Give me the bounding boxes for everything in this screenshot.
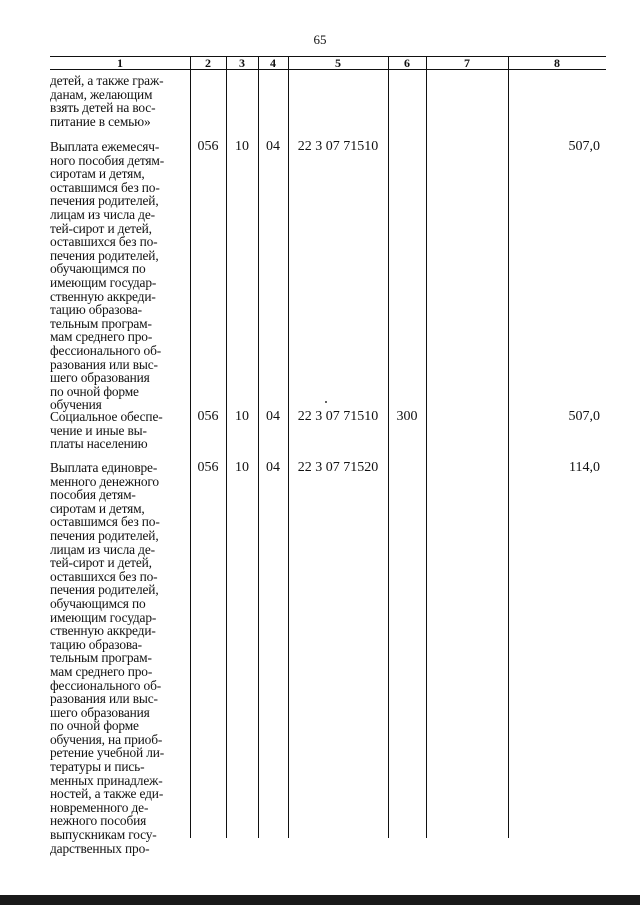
scan-speck xyxy=(325,401,327,403)
column-rule-1 xyxy=(190,56,191,838)
row-2-article: 22 3 07 71510 xyxy=(297,409,379,424)
row-1-section: 10 xyxy=(235,139,249,154)
row-3-article: 22 3 07 71520 xyxy=(297,460,379,475)
header-col-4: 4 xyxy=(270,56,276,70)
row-3-amount: 114,0 xyxy=(569,460,600,475)
row-3-subsection: 04 xyxy=(266,460,280,475)
row-1-code: 056 xyxy=(197,139,219,154)
column-rule-4 xyxy=(288,56,289,838)
column-rule-3 xyxy=(258,56,259,838)
column-rule-5 xyxy=(388,56,389,838)
row-2-description: Социальное обеспе- чение и иные вы- платы населению xyxy=(50,409,163,452)
row-2-expense-type: 300 xyxy=(396,409,418,424)
header-col-8: 8 xyxy=(554,56,560,70)
row-2-code: 056 xyxy=(197,409,219,424)
row-3-description: Выплата единовре- менного денежного пособия детям- сиротам и детям, оставшимся без по- печения родителей, лицам из числа де- тей-сирот и детей, оставшихся без по- печения родителей, обучающимся по имеющим государ- ственную аккреди- тацию образова- тельным програм- мам среднего про- фессионального об- разования или выс- шего образования по очной форме обучения, на приоб- ретение учебной ли- тературы и пись- менных принадлеж- ностей, а также еди- новременного де- нежного пособия выпускникам госу- дарственных про- xyxy=(50,460,165,856)
column-rule-6 xyxy=(426,56,427,838)
row-1-amount: 507,0 xyxy=(568,139,600,154)
header-col-1: 1 xyxy=(117,56,123,70)
row-1-description: Выплата ежемесяч- ного пособия детям- сиротам и детям, оставшимся без по- печения родителей, лицам из числа де- тей-сирот и детей, оставшихся без по- печения родителей, обучающимся по имеющим государ- ственную аккреди- тацию образова- тельным програм- мам среднего про- фессионального об- разования или выс- шего образования по очной форме обучения xyxy=(50,139,165,413)
column-rule-7 xyxy=(508,56,509,838)
column-rule-2 xyxy=(226,56,227,838)
header-col-7: 7 xyxy=(464,56,470,70)
page-number: 65 xyxy=(313,32,327,47)
row-3-section: 10 xyxy=(235,460,249,475)
scan-bottom-edge xyxy=(0,895,640,905)
row-1-article: 22 3 07 71510 xyxy=(297,139,379,154)
row-2-section: 10 xyxy=(235,409,249,424)
row-0-description: детей, а также граж- данам, желающим взять детей на вос- питание в семью» xyxy=(50,73,164,129)
header-col-6: 6 xyxy=(404,56,410,70)
row-3-code: 056 xyxy=(197,460,219,475)
header-col-3: 3 xyxy=(239,56,245,70)
header-col-2: 2 xyxy=(205,56,211,70)
header-col-5: 5 xyxy=(335,56,341,70)
row-2-amount: 507,0 xyxy=(568,409,600,424)
row-1-subsection: 04 xyxy=(266,139,280,154)
row-2-subsection: 04 xyxy=(266,409,280,424)
